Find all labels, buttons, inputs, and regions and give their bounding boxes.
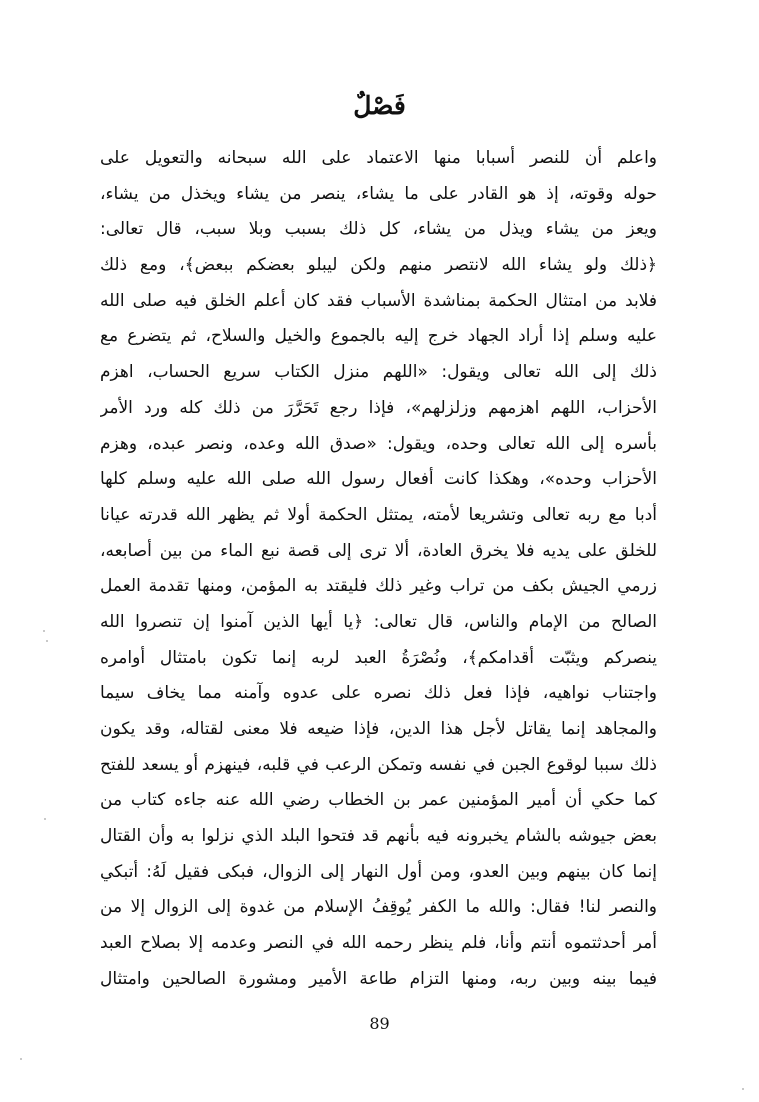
text-line: عليه وسلم إذا أراد الجهاد خرج إليه بالجموع والخيل والسلاح، ثم يتضرع مع xyxy=(100,326,657,347)
text-line: بأسره إلى الله تعالى وحده، ويقول: «صدق الله وعده، ونصر عبده، وهزم xyxy=(100,433,657,454)
text-line: زرمي الجيش بكف من تراب وغير ذلك فليقتد به المؤمن، ومنها تقدمة العمل xyxy=(100,576,657,597)
text-line: أدبا مع ربه تعالى وتشريعا لأمته، يمتثل الحكمة أولا ثم يظهر الله قدرته عيانا xyxy=(100,504,657,525)
scan-speck xyxy=(43,630,45,632)
text-line: الصالح من الإمام والناس، قال تعالى: ﴿يا أيها الذين آمنوا إن تنصروا الله xyxy=(100,611,657,632)
text-line: ينصركم ويثبّت أقدامكم﴾، ونُصْرَةُ العبد لربه إنما تكون بامتثال أوامره xyxy=(100,647,657,668)
text-line: والمجاهد إنما يقاتل لأجل هذا الدين، فإذا ضيعه فلا معنى لقتاله، وقد يكون xyxy=(100,719,657,739)
text-line: واجتناب نواهيه، فإذا فعل ذلك نصره على عدوه وآمنه مما يخاف سيما xyxy=(100,683,657,704)
section-heading: فَصْلٌ xyxy=(353,91,406,120)
text-line: ذلك إلى الله تعالى ويقول: «اللهم منزل الكتاب سريع الحساب، اهزم xyxy=(100,362,657,383)
text-line: واعلم أن للنصر أسبابا منها الاعتماد على الله سبحانه والتعويل على xyxy=(100,148,657,168)
text-line: للخلق على يديه فلا يخرق العادة، ألا ترى إلى قصة نبع الماء من بين أصابعه، xyxy=(100,540,657,561)
scan-speck xyxy=(46,640,48,642)
text-line: والنصر لنا! فقال: والله ما الكفر يُوقِفُ الإسلام من غدوة إلى الزوال إلا من xyxy=(100,897,657,918)
text-line: بعض جيوشه بالشام يخبرونه فيه بأنهم قد فتحوا البلد الذي نزلوا به وأن القتال xyxy=(100,826,657,847)
text-line: إنما كان بينهم وبين العدو، ومن أول النهار إلى الزوال، فبكى فقيل لَهُ: أتبكي xyxy=(100,861,657,882)
text-line: ذلك سببا لوقوع الجبن في نفسه وتمكن الرعب في قلبه، فينهزم أو يسعد للفتح xyxy=(100,754,657,775)
body-text xyxy=(100,141,657,998)
scan-speck xyxy=(742,1088,744,1090)
text-line: ويعز من يشاء ويذل من يشاء، كل ذلك بسبب وبلا سبب، قال تعالى: xyxy=(100,219,657,240)
text-line: الأحزاب وحده»، وهكذا كانت أفعال رسول الله صلى الله عليه وسلم كلها xyxy=(100,469,657,490)
text-line: فلابد من امتثال الحكمة بمناشدة الأسباب فقد كان أعلم الخلق فيه صلى الله xyxy=(100,290,657,311)
text-line: كما حكي أن أمير المؤمنين عمر بن الخطاب رضي الله عنه جاءه كتاب من xyxy=(100,790,657,811)
scan-speck xyxy=(44,818,46,820)
scan-speck xyxy=(20,1058,22,1060)
text-line: فيما بينه وبين ربه، ومنها التزام طاعة الأمير ومشورة الصالحين وامتثال xyxy=(100,968,657,989)
text-line: الأحزاب، اللهم اهزمهم وزلزلهم»، فإذا رجع تَحَرَّرَ من ذلك كله ورد الأمر xyxy=(100,397,657,418)
text-line: حوله وقوته، إذ هو القادر على ما يشاء، ينصر من يشاء ويخذل من يشاء، xyxy=(100,183,657,204)
text-line: ﴿ذلك ولو يشاء الله لانتصر منهم ولكن ليبلو بعضكم ببعض﴾، ومع ذلك xyxy=(100,255,657,276)
page-number: 89 xyxy=(369,1014,390,1033)
text-line: أمر أحدثتموه أنتم وأنا، فلم ينظر رحمه الله في النصر وعدمه إلا بصلاح العبد xyxy=(100,933,657,954)
